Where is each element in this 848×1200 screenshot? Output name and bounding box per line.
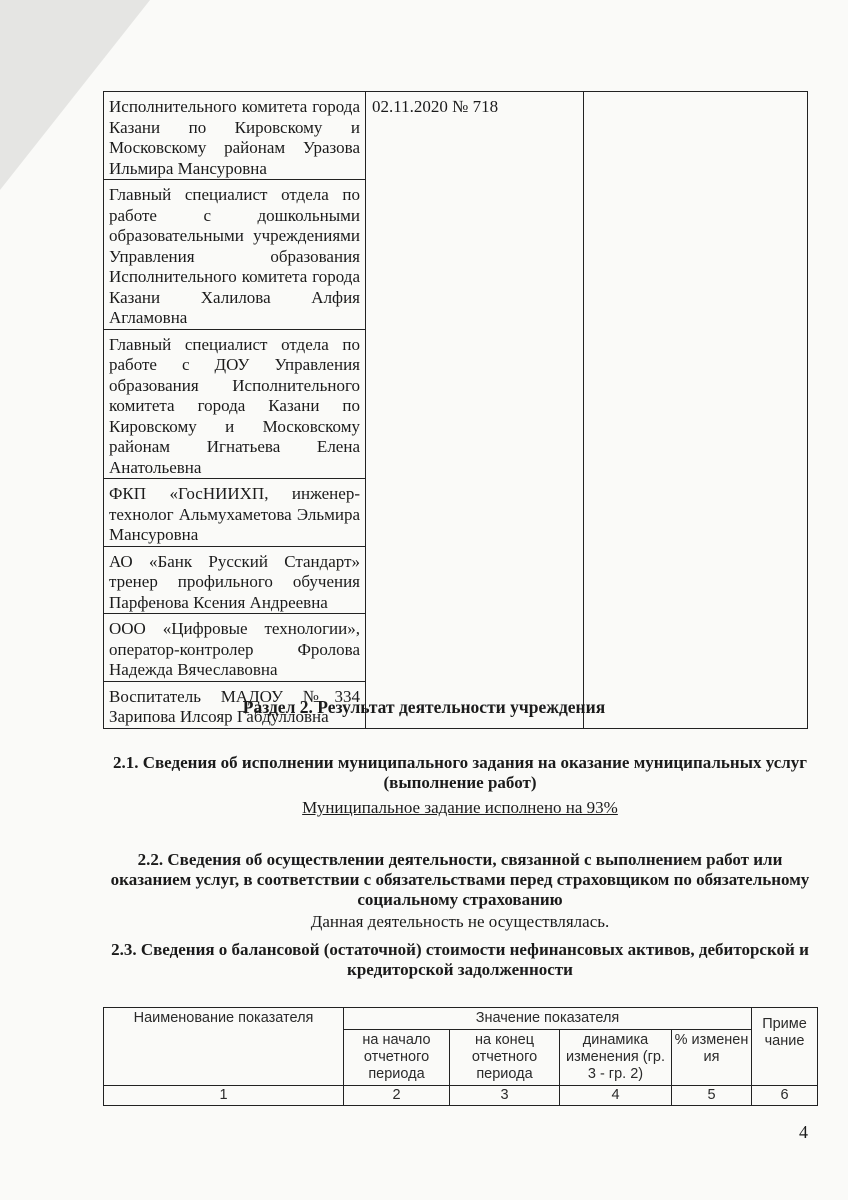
header-end: на конец отчетного периода [450, 1030, 560, 1086]
header-note: Приме чание [752, 1008, 818, 1086]
header-percent: % изменен ия [672, 1030, 752, 1086]
column-number: 5 [672, 1086, 752, 1106]
commission-members-table [103, 91, 808, 729]
header-value: Значение показателя [344, 1008, 752, 1030]
header-start: на начало отчетного периода [344, 1030, 450, 1086]
member-cell: ООО «Цифровые технологии», оператор-контролер Фролова Надежда Вячеславовна [104, 614, 366, 682]
member-cell: АО «Банк Русский Стандарт» тренер профильного обучения Парфенова Ксения Андреевна [104, 546, 366, 614]
section-2-1-text: Муниципальное задание исполнено на 93% [302, 798, 618, 817]
header-dynamics: динамика изменения (гр. 3 - гр. 2) [560, 1030, 672, 1086]
member-cell: Исполнительного комитета города Казани по Кировскому и Московскому районам Уразова Ильмира Мансуровна [104, 92, 366, 180]
column-number: 1 [104, 1086, 344, 1106]
balance-indicators-table [103, 1007, 818, 1106]
table-header-row [104, 1008, 818, 1030]
order-cell: 02.11.2020 № 718 [366, 92, 584, 729]
page-number: 4 [799, 1122, 808, 1142]
section-2-2-text: Данная деятельность не осуществлялась. [310, 912, 610, 931]
member-cell: Главный специалист отдела по работе с дошкольными образовательными учреждениями Управления образования Исполнительного комитета города Казани Халилова Алфия Агламовна [104, 180, 366, 330]
section-2-2-title: 2.2. Сведения об осуществлении деятельности, связанной с выполнением работ или оказанием услуг, в соответствии с обязательствами перед страховщиком по обязательному социальному страхованию [110, 850, 810, 909]
header-name: Наименование показателя [104, 1008, 344, 1086]
section-2-3-title: 2.3. Сведения о балансовой (остаточной) стоимости нефинансовых активов, дебиторской и кредиторской задолженности [111, 940, 809, 979]
empty-cell [584, 92, 808, 729]
member-cell: ФКП «ГосНИИХП, инженер-технолог Альмухаметова Эльмира Мансуровна [104, 479, 366, 547]
column-number: 6 [752, 1086, 818, 1106]
table-row [104, 92, 808, 180]
column-number: 4 [560, 1086, 672, 1106]
member-cell: Главный специалист отдела по работе с ДОУ Управления образования Исполнительного комитета города Казани по Кировскому и Московскому районам Игнатьева Елена Анатольевна [104, 329, 366, 479]
column-number: 2 [344, 1086, 450, 1106]
column-number-row [104, 1086, 818, 1106]
member-cell: Воспитатель МАДОУ №334 Зарипова Илсояр Габдулловна [104, 681, 366, 728]
section-2-1-title: 2.1. Сведения об исполнении муниципального задания на оказание муниципальных услуг (выполнение работ) [112, 753, 808, 792]
section-2-title: Раздел 2. Результат деятельности учреждения [242, 697, 606, 717]
column-number: 3 [450, 1086, 560, 1106]
